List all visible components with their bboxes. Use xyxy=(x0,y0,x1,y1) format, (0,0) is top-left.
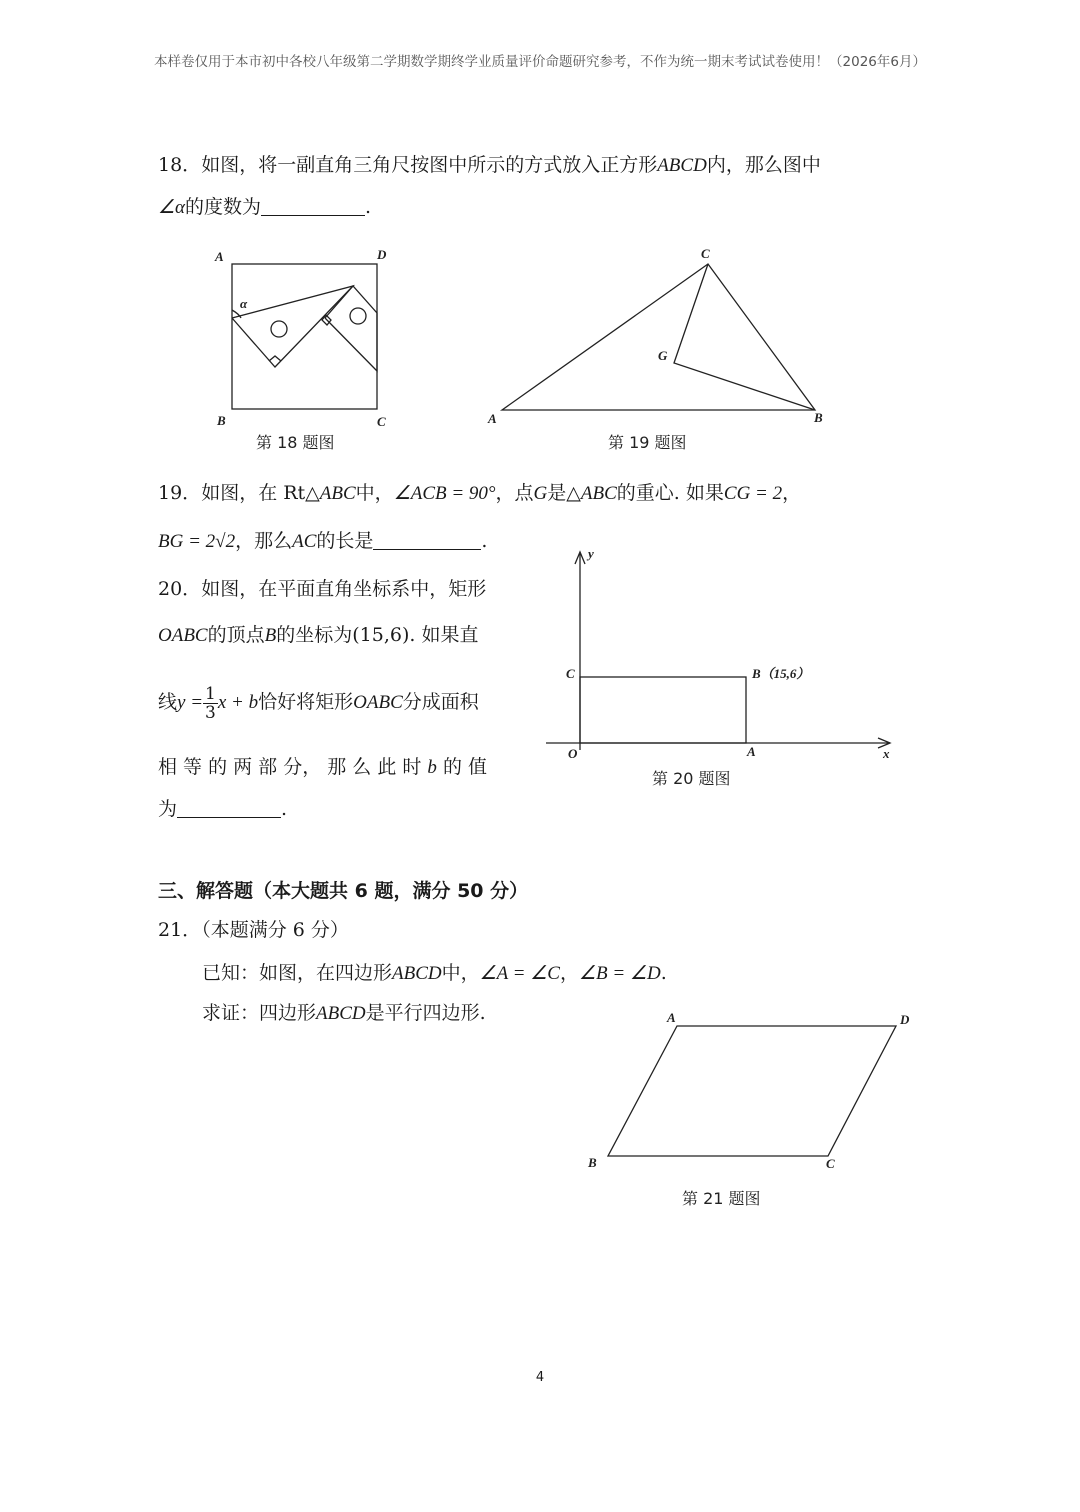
question-21-prove: 求证：四边形ABCD是平行四边形. xyxy=(202,1002,486,1024)
question-20-line-4: 相 等 的 两 部 分， 那 么 此 时 b 的 值 xyxy=(158,756,487,778)
label-g: G xyxy=(658,348,668,363)
page-header-notice: 本样卷仅用于本市初中各校八年级第二学期数学期终学业质量评价命题研究参考，不作为统一期末考试试卷使用！（2026年6月） xyxy=(154,54,926,70)
right-angle-mark-1 xyxy=(269,356,281,361)
label-a: A xyxy=(747,744,756,759)
label-a: A xyxy=(488,411,497,426)
triangle-abc xyxy=(502,264,815,410)
question-20-line-5: 为 . xyxy=(158,798,288,820)
question-19-line-1: 19．如图，在 Rt△ABC中，∠ACB = 90°，点G是△ABC的重心. 如果CG = 2， xyxy=(158,482,802,504)
figure-19-caption: 第 19 题图 xyxy=(608,433,687,452)
figure-20-coordinate-rectangle xyxy=(540,540,900,770)
figure-20-caption: 第 20 题图 xyxy=(652,769,731,788)
question-20-number: 20． xyxy=(158,578,202,600)
label-c: C xyxy=(826,1156,835,1171)
label-y: y xyxy=(588,546,594,561)
figure-18-caption: 第 18 题图 xyxy=(256,433,335,452)
question-19-number: 19． xyxy=(158,482,202,504)
label-d: D xyxy=(377,247,387,262)
question-21-given: 已知：如图，在四边形ABCD中，∠A = ∠C，∠B = ∠D. xyxy=(202,962,667,984)
fraction-one-third: $\frac{1}{3}$ xyxy=(205,683,216,723)
question-20-line-1: 20．如图，在平面直角坐标系中，矩形 xyxy=(158,578,487,600)
triangle-hole-right xyxy=(350,308,366,324)
answer-blank-19[interactable] xyxy=(373,529,481,550)
section-3-heading: 三、解答题（本大题共 6 题，满分 50 分） xyxy=(158,880,529,902)
question-20-line-2: OABC的顶点B的坐标为(15,6). 如果直 xyxy=(158,624,479,646)
label-alpha: α xyxy=(240,296,248,311)
label-b: B xyxy=(217,413,226,428)
figure-18-square-with-set-squares xyxy=(205,240,405,435)
label-b: B（15,6） xyxy=(752,666,810,681)
question-20-line-3: 线y = $\frac{1}{3}$ x + b恰好将矩形OABC分成面积 xyxy=(158,683,479,723)
label-a: A xyxy=(667,1010,676,1025)
label-c: C xyxy=(566,666,575,681)
triangle-ruler-30-60 xyxy=(232,286,353,367)
label-x: x xyxy=(883,746,890,761)
question-19-line-2: BG = 2√2，那么AC的长是 . xyxy=(158,530,488,552)
triangle-hole-left xyxy=(271,321,287,337)
label-b: B xyxy=(814,410,823,425)
label-c: C xyxy=(701,246,710,261)
label-o: O xyxy=(568,746,578,761)
quadrilateral-abcd xyxy=(608,1026,896,1156)
answer-blank-20[interactable] xyxy=(177,797,281,818)
label-a: A xyxy=(215,249,224,264)
label-c: C xyxy=(377,414,386,429)
figure-19-triangle-centroid xyxy=(480,240,840,435)
figure-21-caption: 第 21 题图 xyxy=(682,1189,761,1208)
question-21-number: 21． xyxy=(158,919,202,941)
triangle-ruler-45 xyxy=(325,286,377,371)
label-d: D xyxy=(900,1012,910,1027)
question-21-header: 21．（本题满分 6 分） xyxy=(158,919,349,941)
figure-21-quadrilateral xyxy=(580,1000,920,1180)
question-18-line-2: ∠α的度数为 . xyxy=(158,196,372,218)
question-18-line-1: 18．如图，将一副直角三角尺按图中所示的方式放入正方形ABCD内，那么图中 xyxy=(158,154,821,176)
question-18-number: 18． xyxy=(158,154,202,176)
label-b: B xyxy=(588,1155,597,1170)
segments-cg-gb xyxy=(674,264,815,410)
page-number: 4 xyxy=(535,1370,545,1385)
answer-blank-18[interactable] xyxy=(261,195,365,216)
rectangle-oabc xyxy=(580,677,746,743)
